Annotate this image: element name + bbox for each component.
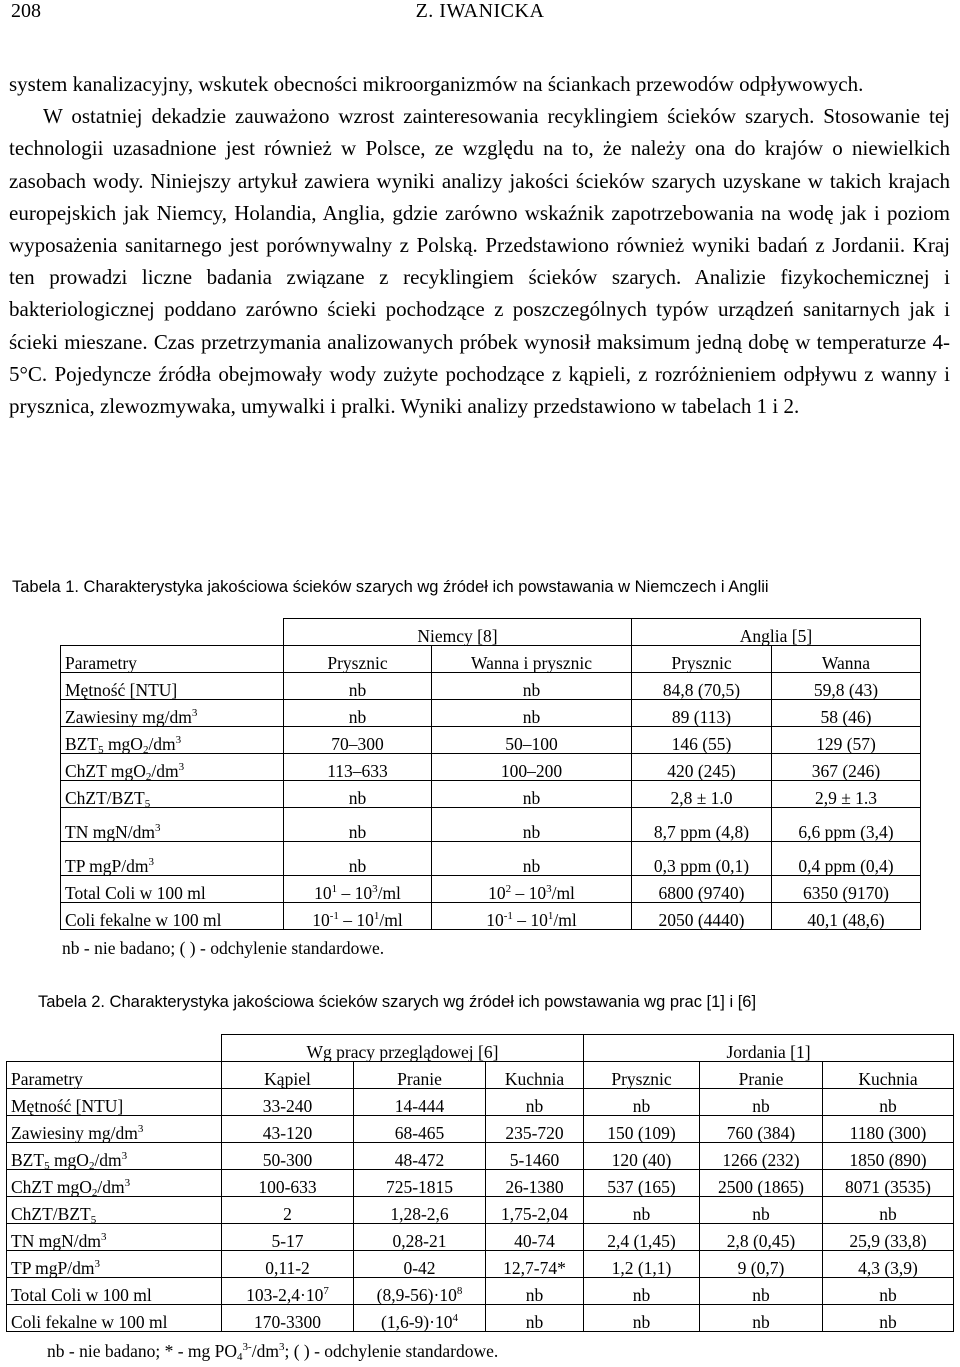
table-cell: 1850 (890) — [823, 1143, 954, 1170]
table-row — [61, 903, 921, 930]
table-cell: 6350 (9170) — [772, 876, 921, 903]
table-1 — [60, 618, 921, 930]
table-cell: nb — [584, 1089, 700, 1116]
table-2 — [6, 1034, 954, 1332]
table-cell: $10^2 - 10^3/ml$ — [432, 876, 632, 903]
column-header: Wanna i prysznic — [432, 646, 632, 673]
table-cell: 9 (0,7) — [700, 1251, 823, 1278]
table-cell: 40,1 (48,6) — [772, 903, 921, 930]
table-cell: $(1,6-9)\cdot 10^4$ — [354, 1305, 486, 1332]
table-cell: TN mgN/$dm^3$ — [61, 808, 284, 842]
table-cell: 2,4 (1,45) — [584, 1224, 700, 1251]
table-cell: 113–633 — [284, 754, 432, 781]
page-number: 208 — [11, 0, 41, 22]
table-cell: 5-17 — [222, 1224, 354, 1251]
table-cell: Coli fekalne w 100 ml — [61, 903, 284, 930]
table-cell: 0,4 ppm (0,4) — [772, 842, 921, 876]
table-cell: 14-444 — [354, 1089, 486, 1116]
table-cell: 43-120 — [222, 1116, 354, 1143]
table-cell: 146 (55) — [632, 727, 772, 754]
table-row — [7, 1305, 954, 1332]
table-cell: 59,8 (43) — [772, 673, 921, 700]
table-cell: 1,2 (1,1) — [584, 1251, 700, 1278]
table-cell: 100–200 — [432, 754, 632, 781]
table-cell: nb — [284, 673, 432, 700]
table-cell: nb — [284, 842, 432, 876]
table-cell: 68-465 — [354, 1116, 486, 1143]
table-row — [61, 808, 921, 842]
table-row — [7, 1224, 954, 1251]
table-cell: Mętność [NTU] — [61, 673, 284, 700]
running-title: Z. IWANICKA — [415, 0, 545, 22]
table-cell: 537 (165) — [584, 1170, 700, 1197]
table-cell: TP mgP/$dm^3$ — [61, 842, 284, 876]
table-cell: 0,28-21 — [354, 1224, 486, 1251]
group-header-review: Wg pracy przeglądowej [6] — [222, 1035, 584, 1062]
page-header — [0, 0, 960, 26]
table-cell: $10^1 - 10^3/ml$ — [284, 876, 432, 903]
table-cell: nb — [700, 1197, 823, 1224]
table-cell: 2,9 ± 1.3 — [772, 781, 921, 808]
table-row — [61, 646, 921, 673]
article-body — [9, 68, 950, 422]
table-cell: 70–300 — [284, 727, 432, 754]
table-cell: 0,3 ppm (0,1) — [632, 842, 772, 876]
table-cell: nb — [584, 1278, 700, 1305]
table-cell: Total Coli w 100 ml — [61, 876, 284, 903]
table-cell: nb — [823, 1305, 954, 1332]
column-header: Pranie — [354, 1062, 486, 1089]
table-cell: nb — [700, 1278, 823, 1305]
table-row — [7, 1089, 954, 1116]
table-cell: 8071 (3535) — [823, 1170, 954, 1197]
table-cell: Mętność [NTU] — [7, 1089, 222, 1116]
table-cell: ChZT $mgO_2/dm^3$ — [61, 754, 284, 781]
group-header-jordania: Jordania [1] — [584, 1035, 954, 1062]
column-header: Parametry — [7, 1062, 222, 1089]
table-cell: 2500 (1865) — [700, 1170, 823, 1197]
table-cell: ChZT $mgO_2/dm^3$ — [7, 1170, 222, 1197]
table-cell: 760 (384) — [700, 1116, 823, 1143]
table-row — [7, 1251, 954, 1278]
table-cell: 1,75-2,04 — [486, 1197, 584, 1224]
table-cell: nb — [584, 1305, 700, 1332]
table-cell: 120 (40) — [584, 1143, 700, 1170]
table-row — [7, 1170, 954, 1197]
column-header: Prysznic — [632, 646, 772, 673]
table-row — [7, 1143, 954, 1170]
table-cell: $10^{-1} - 10^1/ml$ — [432, 903, 632, 930]
table-cell: 4,3 (3,9) — [823, 1251, 954, 1278]
table-cell: nb — [432, 808, 632, 842]
table-1-footnote: nb - nie badano; ( ) - odchylenie standardowe. — [62, 938, 385, 958]
table-cell: Total Coli w 100 ml — [7, 1278, 222, 1305]
table-cell: TP mgP/$dm^3$ — [7, 1251, 222, 1278]
table-row — [61, 781, 921, 808]
table-cell: 2 — [222, 1197, 354, 1224]
table-row — [7, 1035, 954, 1062]
table-cell: nb — [486, 1089, 584, 1116]
table-cell: 48-472 — [354, 1143, 486, 1170]
table-row — [7, 1062, 954, 1089]
table-cell: 1266 (232) — [700, 1143, 823, 1170]
table-cell: nb — [584, 1197, 700, 1224]
group-header-niemcy: Niemcy [8] — [284, 619, 632, 646]
table-cell: 25,9 (33,8) — [823, 1224, 954, 1251]
table-cell: 2050 (4440) — [632, 903, 772, 930]
table-cell: 725-1815 — [354, 1170, 486, 1197]
table-row — [61, 754, 921, 781]
table-row — [61, 876, 921, 903]
table-cell: 50-300 — [222, 1143, 354, 1170]
table-cell: 5-1460 — [486, 1143, 584, 1170]
table-cell: ChZT/$BZT_5$ — [61, 781, 284, 808]
table-cell: 33-240 — [222, 1089, 354, 1116]
table-row — [61, 700, 921, 727]
table-cell: TN mgN/$dm^3$ — [7, 1224, 222, 1251]
table-cell: nb — [284, 808, 432, 842]
column-header: Prysznic — [584, 1062, 700, 1089]
table-2-caption: Tabela 2. Charakterystyka jakościowa ścieków szarych wg źródeł ich powstawania wg prac [1] i [6] — [38, 993, 757, 1011]
table-cell: nb — [432, 842, 632, 876]
table-cell: 40-74 — [486, 1224, 584, 1251]
table-2-footnote: nb - nie badano; * - mg $PO_4^{3-}/dm^3$; ( ) - odchylenie standardowe. — [47, 1341, 499, 1363]
column-header: Prysznic — [284, 646, 432, 673]
table-cell: $10^{-1} - 10^1/ml$ — [284, 903, 432, 930]
table-row — [61, 842, 921, 876]
table-cell: nb — [486, 1278, 584, 1305]
column-header: Wanna — [772, 646, 921, 673]
table-cell: 100-633 — [222, 1170, 354, 1197]
paragraph-1: system kanalizacyjny, wskutek obecności mikroorganizmów na ściankach przewodów odpływowych. — [9, 72, 864, 96]
column-header: Parametry — [61, 646, 284, 673]
table-cell: 1180 (300) — [823, 1116, 954, 1143]
table-cell: 6800 (9740) — [632, 876, 772, 903]
table-cell: 26-1380 — [486, 1170, 584, 1197]
table-cell: $BZT_5$ $mgO_2/dm^3$ — [61, 727, 284, 754]
table-cell: 235-720 — [486, 1116, 584, 1143]
table-cell: Zawiesiny $mg/dm^3$ — [61, 700, 284, 727]
paragraph-2: W ostatniej dekadzie zauważono wzrost zainteresowania recyklingiem ścieków szarych. Stosowanie tej technologii uzasadnione jest również w Polsce, ze względu na to, że należy ona do krajów o niewielkich zasobach wody. Niniejszy artykuł zawiera wyniki analizy jakości ścieków szarych uzyskane w takich krajach europejskich jak Niemcy, Holandia, Anglia, gdzie zarówno wskaźnik zapotrzebowania na wodę jak i poziom wyposażenia sanitarnego jest porównywalny z Polską. Przedstawiono również wyniki badań z Jordanii. Kraj ten prowadzi liczne badania związane z recyklingiem ścieków szarych. Analizie fizykochemicznej i bakteriologicznej poddano zarówno ścieki pochodzące z poszczególnych typów urządzeń sanitarnych jak i ścieki mieszane. Czas przetrzymania analizowanych próbek wynosił maksimum jedną dobę w temperaturze 4-5°C. Pojedyncze źródła obejmowały wody zużyte pochodzące z kąpieli, z rozróżnieniem odpływu z wanny i prysznica, zlewozmywaka, umywalki i pralki. Wyniki analizy przedstawiono w tabelach 1 i 2. — [9, 104, 950, 419]
table-cell: nb — [823, 1089, 954, 1116]
table-row — [61, 619, 921, 646]
table-cell: 50–100 — [432, 727, 632, 754]
table-cell: nb — [486, 1305, 584, 1332]
table-cell: Coli fekalne w 100 ml — [7, 1305, 222, 1332]
table-cell: 2,8 ± 1.0 — [632, 781, 772, 808]
column-header: Kuchnia — [486, 1062, 584, 1089]
table-cell: 150 (109) — [584, 1116, 700, 1143]
table-cell: 170-3300 — [222, 1305, 354, 1332]
table-cell: 367 (246) — [772, 754, 921, 781]
table-row — [61, 673, 921, 700]
table-cell: nb — [284, 700, 432, 727]
table-row — [7, 1116, 954, 1143]
table-cell: nb — [432, 673, 632, 700]
table-cell: nb — [700, 1089, 823, 1116]
table-cell: 89 (113) — [632, 700, 772, 727]
table-row — [7, 1197, 954, 1224]
table-cell: ChZT/$BZT_5$ — [7, 1197, 222, 1224]
table-cell: 420 (245) — [632, 754, 772, 781]
column-header: Kuchnia — [823, 1062, 954, 1089]
table-row — [7, 1278, 954, 1305]
table-cell: 129 (57) — [772, 727, 921, 754]
table-cell: 2,8 (0,45) — [700, 1224, 823, 1251]
table-cell: nb — [823, 1197, 954, 1224]
table-cell: $(8,9-56)\cdot 10^8$ — [354, 1278, 486, 1305]
table-cell: nb — [432, 781, 632, 808]
table-cell: nb — [432, 700, 632, 727]
table-cell: 0-42 — [354, 1251, 486, 1278]
table-cell: nb — [284, 781, 432, 808]
column-header: Kąpiel — [222, 1062, 354, 1089]
table-cell: $103-2,4\cdot 10^7$ — [222, 1278, 354, 1305]
table-cell: 1,28-2,6 — [354, 1197, 486, 1224]
table-cell: $BZT_5$ $mgO_2/dm^3$ — [7, 1143, 222, 1170]
table-1-caption: Tabela 1. Charakterystyka jakościowa ścieków szarych wg źródeł ich powstawania w Niemczech i Anglii — [12, 578, 769, 596]
table-cell: nb — [700, 1305, 823, 1332]
table-row — [61, 727, 921, 754]
table-cell: 58 (46) — [772, 700, 921, 727]
group-header-anglia: Anglia [5] — [632, 619, 921, 646]
table-cell: 84,8 (70,5) — [632, 673, 772, 700]
table-cell: 6,6 ppm (3,4) — [772, 808, 921, 842]
table-cell: Zawiesiny $mg/dm^3$ — [7, 1116, 222, 1143]
table-cell: 12,7-74* — [486, 1251, 584, 1278]
table-cell: 0,11-2 — [222, 1251, 354, 1278]
column-header: Pranie — [700, 1062, 823, 1089]
table-cell: nb — [823, 1278, 954, 1305]
table-cell: 8,7 ppm (4,8) — [632, 808, 772, 842]
